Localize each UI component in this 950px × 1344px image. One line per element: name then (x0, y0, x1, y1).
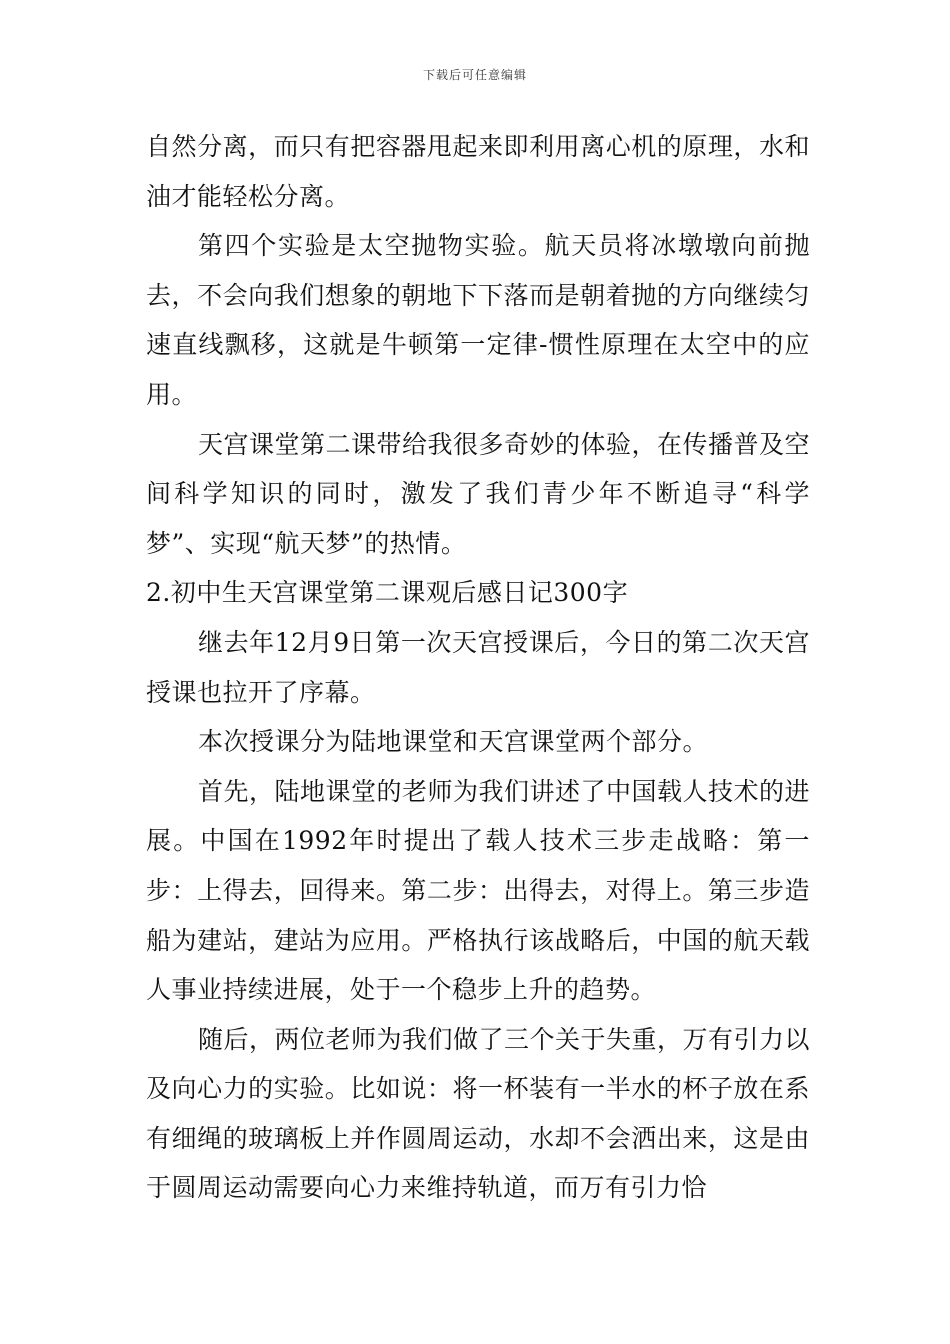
paragraph-ground-class: 首先，陆地课堂的老师为我们讲述了中国载人技术的进展。中国在1992年时提出了载人技术三步走战略：第一步：上得去，回得来。第二步：出得去，对得上。第三步造船为建站，建站为应用。严格执行该战略后，中国的航天载人事业持续进展，处于一个稳步上升的趋势。 (146, 776, 811, 1005)
paragraph-intro: 继去年12月9日第一次天宫授课后，今日的第二次天宫授课也拉开了序幕。 (146, 627, 810, 707)
paragraph-continuation: 自然分离，而只有把容器甩起来即利用离心机的原理，水和油才能轻松分离。 (146, 132, 810, 211)
paragraph-lesson-parts: 本次授课分为陆地课堂和天宫课堂两个部分。 (198, 727, 709, 757)
paragraph-space-throw-experiment: 第四个实验是太空抛物实验。航天员将冰墩墩向前抛去，不会向我们想象的朝地下下落而是朝着抛的方向继续匀速直线飘移，这就是牛顿第一定律-惯性原理在太空中的应用。 (146, 231, 810, 409)
paragraph-summary: 天宫课堂第二课带给我很多奇妙的体验，在传播普及空间科学知识的同时，激发了我们青少年不断追寻“科学梦”、实现“航天梦”的热情。 (146, 429, 811, 558)
page-header-note: 下载后可任意编辑 (422, 68, 527, 82)
section-heading: 2.初中生天宫课堂第二课观后感日记300字 (146, 578, 629, 608)
document-body (146, 122, 810, 1213)
paragraph-experiments: 随后，两位老师为我们做了三个关于失重，万有引力以及向心力的实验。比如说：将一杯装有一半水的杯子放在系有细绳的玻璃板上并作圆周运动，水却不会洒出来，这是由于圆周运动需要向心力来维持轨道，而万有引力恰 (146, 1024, 811, 1203)
